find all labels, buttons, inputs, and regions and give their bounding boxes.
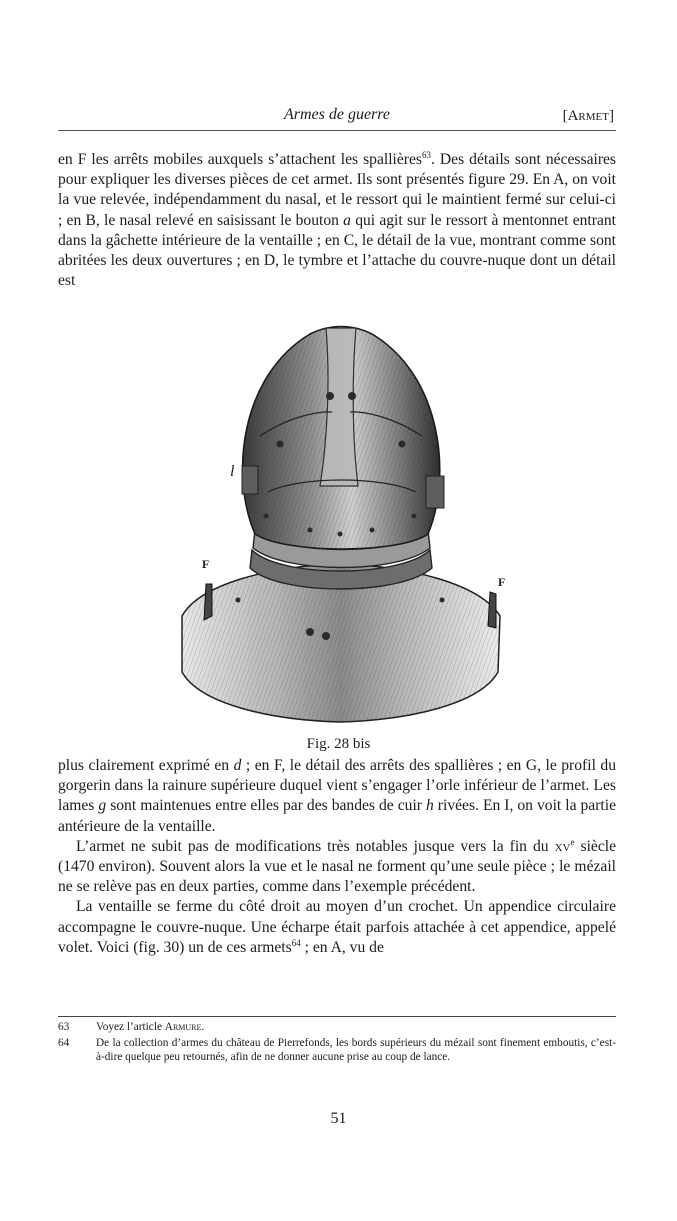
figure-label-l: l bbox=[230, 463, 235, 480]
text-run: . Des détails sont nécessaires pour expliquer les diverses pièces de cet armet. Ils sont présentés figure 29. En A, on voit la vue relevée, indépendamment du nasal, et le ressort qui le maintient fermé sur celui-ci ; en B, le nasal relevé en saisissant le bouton bbox=[58, 151, 617, 229]
text-run: La ventaille se ferme du côté droit au moyen d’un crochet. Un appendice circulaire accompagne le couvre-nuque. Une écharpe était parfois attachée à cet appendice, appelé volet. Voici (fig. 30) un de ces armets bbox=[58, 898, 616, 956]
footnote-number: 64 bbox=[58, 1037, 70, 1049]
text-run-italic: g bbox=[98, 797, 107, 815]
superscript: e bbox=[570, 836, 575, 847]
text-run: en F les arrêts mobiles auxquels s’attachent les spallières bbox=[58, 151, 422, 168]
text-run: plus clairement exprimé en bbox=[58, 757, 234, 774]
article-link[interactable]: Armure bbox=[164, 1021, 202, 1033]
text-run: siècle (1470 environ). Souvent alors la vue et le nasal ne forment qu’une seule pièce ; le mézail ne se relève pas en deux parties, comme dans l’exemple précédent. bbox=[58, 837, 616, 896]
figure-caption: Fig. 28 bis bbox=[306, 736, 371, 752]
footnote bbox=[58, 1036, 616, 1064]
footnote-text: De la collection d’armes du château de Pierrefonds, les bords supérieurs du mézail sont finement emboutis, c’est-à-dire quelque peu retournés, afin de ne donner aucune prise au coup de lance. bbox=[96, 1037, 616, 1063]
paragraph bbox=[58, 837, 616, 898]
helmet-illustration bbox=[160, 316, 520, 728]
text-run: qui agit sur le ressort à mentonnet entrant dans la gâchette intérieure de la ventaille ; en C, le détail de la vue, montrant comme sont abritées les deux ouvertures ; en D, le tymbre et l’attache du couvre-nuque dont un détail est bbox=[58, 211, 616, 290]
text-run-italic: d bbox=[233, 757, 242, 774]
text-run-italic: h bbox=[426, 797, 434, 815]
section-tag: [Armet] bbox=[562, 108, 614, 124]
running-header bbox=[58, 104, 616, 131]
footnote-ref[interactable]: 64 bbox=[291, 937, 301, 948]
text-run: . bbox=[201, 1021, 205, 1033]
body-text-top bbox=[58, 150, 616, 291]
paragraph bbox=[58, 897, 616, 958]
century-numeral: xv bbox=[554, 837, 571, 855]
text-run: ; en A, vu de bbox=[300, 938, 384, 956]
figure-label-f-left: F bbox=[202, 557, 210, 571]
footnote bbox=[58, 1020, 616, 1034]
paragraph bbox=[58, 150, 616, 291]
footnote-divider bbox=[58, 1016, 616, 1017]
text-run: ; en F, le détail des arrêts des spallières ; en G, le profil du gorgerin dans la rainure supérieure duquel vient s’engager l’orle inférieur de l’armet. Les lames bbox=[58, 757, 616, 815]
footnotes bbox=[58, 1020, 616, 1066]
paragraph bbox=[58, 756, 616, 837]
text-run: rivées. En I, on voit la partie antérieure de la ventaille. bbox=[58, 797, 617, 835]
footnote-text: Voyez l’article bbox=[96, 1021, 165, 1033]
body-text-bottom bbox=[58, 756, 616, 958]
text-run: sont maintenues entre elles par des bandes de cuir bbox=[106, 797, 426, 815]
page-number: 51 bbox=[330, 1110, 347, 1127]
footnote-ref[interactable]: 63 bbox=[421, 149, 431, 160]
running-title: Armes de guerre bbox=[283, 106, 391, 123]
text-run: L’armet ne subit pas de modifications très notables jusque vers la fin du bbox=[76, 837, 555, 855]
text-run-italic: a bbox=[343, 211, 351, 229]
figure-label-f-right: F bbox=[498, 575, 506, 589]
footnote-number: 63 bbox=[58, 1021, 70, 1033]
